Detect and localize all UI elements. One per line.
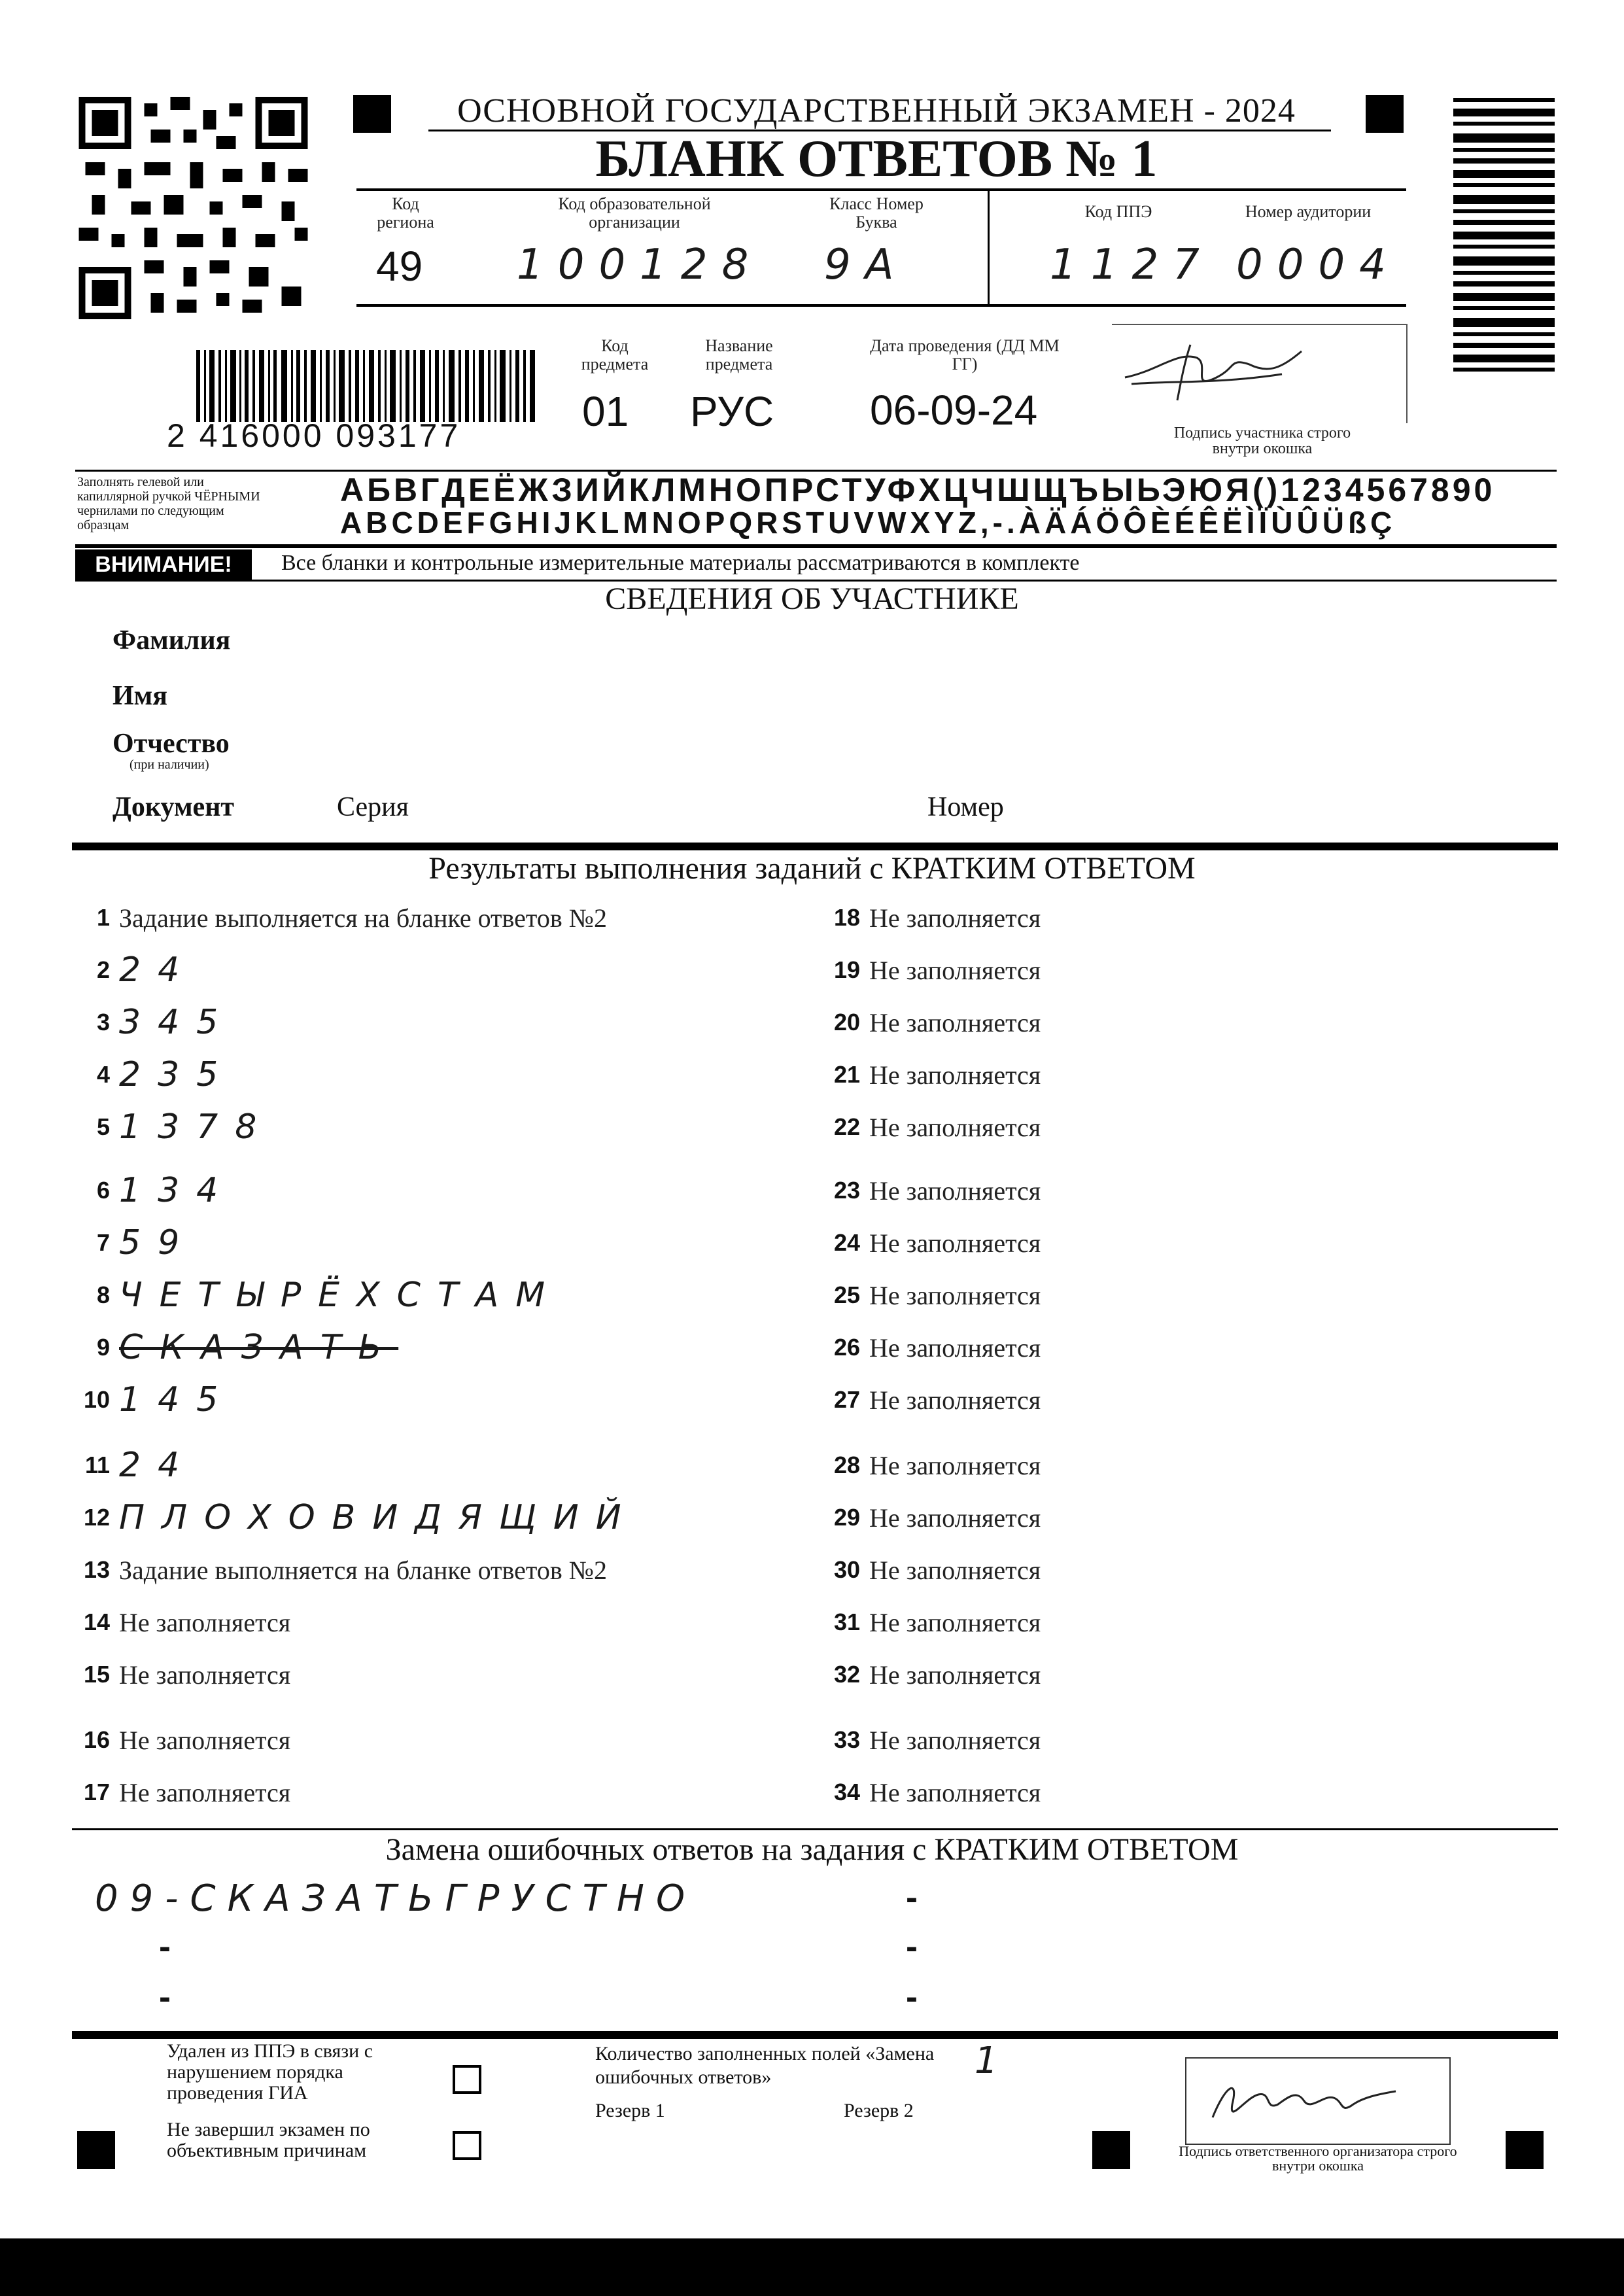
answer-number: 14: [83, 1609, 110, 1635]
answer-number: 25: [833, 1281, 860, 1308]
org-value: 100128: [517, 241, 763, 289]
replacement-entry-1[interactable]: 09-СКАЗАТЬГРУСТНО: [95, 1877, 697, 1920]
answer-status: Задание выполняется на бланке ответов №2: [119, 1555, 607, 1585]
ppe-label: Код ППЭ: [1084, 202, 1152, 221]
auditorium-label: Номер аудитории: [1245, 202, 1372, 221]
barcode-number: 2 416000 093177: [167, 417, 461, 454]
patronymic-label: Отчество: [112, 729, 230, 759]
not-finished-label: Не завершил экзамен по объективным причинам: [167, 2119, 370, 2161]
answer-status: Не заполняется: [869, 955, 1041, 985]
answer-value[interactable]: 59: [119, 1223, 197, 1262]
answer-row: [814, 1000, 1041, 1045]
answer-value[interactable]: 235: [119, 1055, 235, 1094]
answer-row: [64, 1652, 290, 1697]
answer-value[interactable]: 24: [119, 1446, 197, 1485]
replacement-dash: -: [159, 1927, 171, 1966]
answer-row: [64, 1377, 235, 1423]
replaced-count-label: Количество заполненных полей «Замена ошибочных ответов»: [595, 2043, 935, 2088]
results-section-title: Результаты выполнения заданий с КРАТКИМ ОТВЕТОМ: [428, 851, 1196, 886]
answer-number: 10: [83, 1386, 110, 1413]
answer-row: [814, 1495, 1041, 1540]
patronymic-note: (при наличии): [130, 757, 209, 772]
replacement-dash: -: [906, 1927, 918, 1966]
answer-row: [814, 1717, 1041, 1763]
answer-value[interactable]: ПЛОХОВИДЯЩИЙ: [119, 1498, 638, 1537]
qr-code-icon: [77, 97, 309, 319]
answer-row: [814, 1325, 1041, 1370]
alphabet-row-2: ABCDEFGHIJKLMNOPQRSTUVWXYZ,-.ÀÄÁÖÔÈÉÊËÌÏÙÛÜßÇ: [340, 506, 1396, 540]
organizer-signature-label: Подпись ответственного организатора строго внутри окошка: [1179, 2143, 1457, 2174]
answer-row: [814, 1547, 1041, 1593]
answer-status: Не заполняется: [869, 1725, 1041, 1755]
removed-checkbox[interactable]: [453, 2065, 481, 2094]
answer-status: Не заполняется: [869, 903, 1041, 933]
alphabet-instruction: Заполнять гелевой или капиллярной ручкой ЧЁРНЫМИ чернилами по следующим образцам: [77, 475, 260, 532]
answer-row: [814, 1442, 1041, 1488]
answer-number: 28: [833, 1452, 860, 1478]
class-label: Класс Номер Буква: [829, 194, 924, 232]
answer-row: [64, 1104, 273, 1150]
answer-status: Не заполняется: [869, 1555, 1041, 1585]
document-label: Документ: [112, 792, 235, 822]
answer-status: Не заполняется: [869, 1228, 1041, 1258]
answer-row: [64, 895, 607, 941]
answer-number: 23: [833, 1177, 860, 1204]
signature-icon: [1118, 338, 1308, 410]
answer-row: [814, 1272, 1041, 1318]
answer-number: 8: [96, 1281, 110, 1308]
participant-signature-label: Подпись участника строго внутри окошка: [1173, 425, 1351, 457]
region-label: Код региона: [377, 194, 434, 232]
side-barcode: [1453, 98, 1555, 461]
answer-status: Не заполняется: [119, 1607, 291, 1637]
answer-row: [64, 1000, 235, 1045]
exam-title: ОСНОВНОЙ ГОСУДАРСТВЕННЫЙ ЭКЗАМЕН - 2024: [457, 92, 1296, 130]
series-label: Серия: [337, 792, 409, 822]
answer-number: 21: [833, 1061, 860, 1088]
answer-number: 2: [96, 956, 110, 983]
answer-number: 7: [96, 1229, 110, 1256]
registration-marker: [353, 95, 391, 133]
answer-number: 6: [96, 1177, 110, 1204]
answer-number: 29: [833, 1504, 860, 1531]
org-label: Код образовательной организации: [558, 194, 711, 232]
surname-label: Фамилия: [112, 625, 231, 655]
answer-row: [814, 1652, 1041, 1697]
answer-row: [814, 1052, 1041, 1098]
answer-number: 4: [96, 1061, 110, 1088]
date-value: 06-09-24: [870, 387, 1038, 434]
participant-section-title: СВЕДЕНИЯ ОБ УЧАСТНИКЕ: [605, 582, 1019, 616]
answer-row: [64, 1442, 196, 1488]
signature-icon: [1200, 2065, 1409, 2137]
registration-marker: [77, 2131, 115, 2169]
answer-number: 16: [83, 1726, 110, 1753]
answer-value[interactable]: 1378: [119, 1107, 274, 1147]
answer-status: Не заполняется: [869, 1777, 1041, 1807]
answer-number: 32: [833, 1661, 860, 1688]
auditorium-value: 0004: [1236, 241, 1400, 289]
answer-value[interactable]: 134: [119, 1171, 235, 1210]
barcode-icon: [196, 350, 536, 422]
ppe-value: 1127: [1050, 241, 1214, 289]
replacement-section-title: Замена ошибочных ответов на задания с КРАТКИМ ОТВЕТОМ: [385, 1832, 1239, 1867]
answer-row: [64, 947, 196, 993]
answer-number: 17: [83, 1779, 110, 1805]
answer-value[interactable]: 345: [119, 1003, 235, 1042]
subject-code-value: 01: [582, 388, 629, 435]
answer-status: Не заполняется: [119, 1725, 291, 1755]
answer-number: 34: [833, 1779, 860, 1805]
answer-status: Не заполняется: [869, 1503, 1041, 1533]
date-label: Дата проведения (ДД ММ ГГ): [870, 336, 1060, 374]
replacement-dash: -: [159, 1977, 171, 2017]
region-value: 49: [376, 243, 423, 290]
answer-row: [814, 1769, 1041, 1815]
answer-row: [814, 1168, 1041, 1213]
answer-status: Не заполняется: [869, 1332, 1041, 1363]
answer-status: Не заполняется: [869, 1112, 1041, 1142]
answer-number: 11: [84, 1452, 110, 1478]
answer-value[interactable]: 24: [119, 950, 197, 990]
answer-value[interactable]: ЧЕТЫРЁХСТАМ: [119, 1276, 562, 1315]
answer-status: Не заполняется: [119, 1660, 291, 1690]
organizer-signature-box[interactable]: [1185, 2057, 1451, 2145]
answer-status: Не заполняется: [119, 1777, 291, 1807]
answer-number: 12: [83, 1504, 110, 1531]
warning-text: Все бланки и контрольные измерительные материалы рассматриваются в комплекте: [281, 551, 1080, 575]
not-finished-checkbox[interactable]: [453, 2131, 481, 2160]
answer-row: [814, 1220, 1041, 1266]
registration-marker: [1366, 95, 1404, 133]
class-value: 9A: [824, 241, 908, 289]
reserve-1: Резерв 1: [595, 2100, 665, 2121]
answer-row: [64, 1052, 235, 1098]
answer-number: 33: [833, 1726, 860, 1753]
answer-status: Задание выполняется на бланке ответов №2: [119, 903, 607, 933]
removed-label: Удален из ППЭ в связи с нарушением порядка проведения ГИА: [167, 2040, 373, 2104]
answer-value[interactable]: 145: [119, 1380, 235, 1419]
name-label: Имя: [112, 681, 167, 711]
answer-status: Не заполняется: [869, 1450, 1041, 1480]
answer-number: 31: [833, 1609, 860, 1635]
answer-row: [64, 1717, 290, 1763]
number-label: Номер: [927, 792, 1004, 822]
answer-row: [64, 1495, 638, 1540]
reserve-2: Резерв 2: [844, 2100, 914, 2121]
subject-name-label: Название предмета: [705, 336, 773, 374]
answer-status: Не заполняется: [869, 1607, 1041, 1637]
answer-row: [814, 1377, 1041, 1423]
answer-status: Не заполняется: [869, 1060, 1041, 1090]
bottom-band: [0, 2238, 1624, 2296]
answer-row: [64, 1272, 562, 1318]
answer-number: 18: [833, 904, 860, 931]
answer-number: 30: [833, 1556, 860, 1583]
registration-marker: [1506, 2131, 1544, 2169]
answer-row: [814, 895, 1041, 941]
answer-number: 3: [96, 1009, 110, 1035]
answer-status: Не заполняется: [869, 1385, 1041, 1415]
answer-row: [64, 1220, 196, 1266]
answer-number: 15: [83, 1661, 110, 1688]
answer-number: 24: [833, 1229, 860, 1256]
answer-value[interactable]: СКАЗАТЬ: [119, 1328, 399, 1367]
answer-number: 27: [833, 1386, 860, 1413]
answer-status: Не заполняется: [869, 1280, 1041, 1310]
replacement-dash: -: [906, 1878, 918, 1917]
subject-name-value: РУС: [690, 388, 774, 435]
answer-status: Не заполняется: [869, 1660, 1041, 1690]
alphabet-row-1: АБВГДЕЁЖЗИЙКЛМНОПРСТУФХЦЧШЩЪЫЬЭЮЯ()1234567890: [340, 472, 1496, 508]
answer-number: 26: [833, 1334, 860, 1361]
participant-signature-box[interactable]: [1112, 324, 1408, 423]
answer-status: Не заполняется: [869, 1007, 1041, 1037]
warning-tag: ВНИМАНИЕ!: [75, 549, 252, 580]
answer-row: [64, 1168, 235, 1213]
answer-number: 13: [83, 1556, 110, 1583]
answer-row: [814, 947, 1041, 993]
answer-row: [814, 1599, 1041, 1645]
answer-status: Не заполняется: [869, 1175, 1041, 1206]
answer-row: [64, 1547, 607, 1593]
answer-number: 9: [96, 1334, 110, 1361]
form-title: БЛАНК ОТВЕТОВ № 1: [595, 130, 1158, 188]
answer-number: 22: [833, 1113, 860, 1140]
answer-number: 1: [96, 904, 110, 931]
answer-row: [64, 1599, 290, 1645]
answer-row: [64, 1325, 398, 1370]
subject-code-label: Код предмета: [581, 336, 649, 374]
answer-number: 5: [96, 1113, 110, 1140]
answer-number: 20: [833, 1009, 860, 1035]
registration-marker: [1092, 2131, 1130, 2169]
answer-number: 19: [833, 956, 860, 983]
answer-row: [814, 1104, 1041, 1150]
answer-row: [64, 1769, 290, 1815]
replaced-count-value[interactable]: 1: [975, 2040, 1012, 2082]
replacement-dash: -: [906, 1977, 918, 2017]
